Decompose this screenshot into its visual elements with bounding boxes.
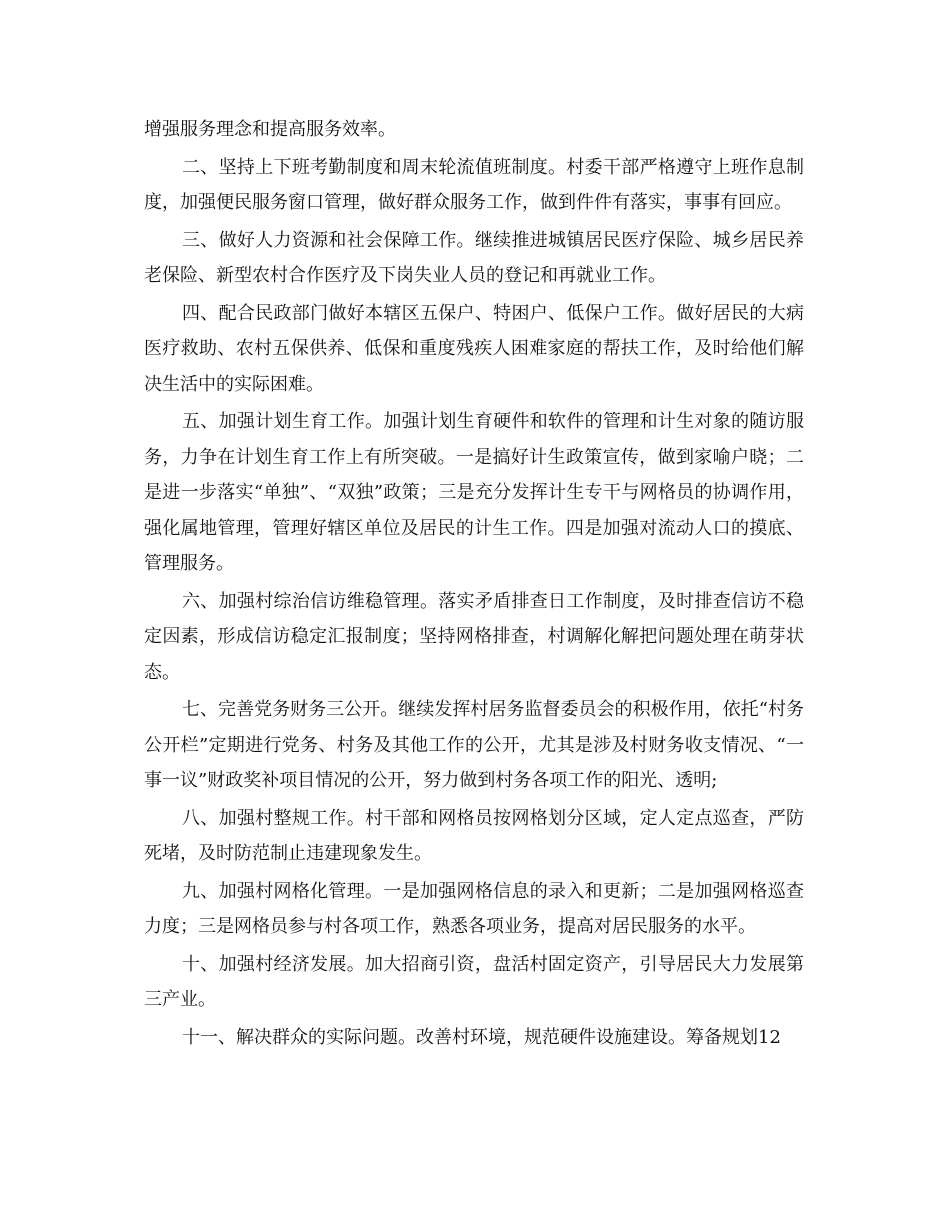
paragraph-item-2: 二、坚持上下班考勤制度和周末轮流值班制度。村委干部严格遵守上班作息制度，加强便民服务窗口管理，做好群众服务工作，做到件件有落实，事事有回应。 — [144, 156, 804, 213]
paragraph-item-4: 四、配合民政部门做好本辖区五保户、特困户、低保户工作。做好居民的大病医疗救助、农村五保供养、低保和重度残疾人困难家庭的帮扶工作，及时给他们解决生活中的实际困难。 — [144, 302, 804, 395]
document-body — [144, 112, 804, 1057]
paragraph-item-10: 十、加强村经济发展。加大招商引资，盘活村固定资产，引导居民大力发展第三产业。 — [144, 953, 804, 1010]
paragraph-continuation: 增强服务理念和提高服务效率。 — [144, 119, 396, 140]
paragraph-item-7: 七、完善党务财务三公开。继续发挥村居务监督委员会的积极作用，依托“村务公开栏”定期进行党务、村务及其他工作的公开，尤其是涉及村财务收支情况、“一事一议”财政奖补项目情况的公开，努力做到村务各项工作的阳光、透明; — [144, 699, 804, 791]
paragraph-item-8: 八、加强村整规工作。村干部和网格员按网格划分区域，定人定点巡查，严防死堵，及时防范制止违建现象发生。 — [144, 807, 804, 864]
paragraph-item-6: 六、加强村综治信访维稳管理。落实矛盾排查日工作制度，及时排查信访不稳定因素，形成信访稳定汇报制度；坚持网格排查，村调解化解把问题处理在萌芽状态。 — [144, 590, 804, 683]
paragraph-item-11: 十一、解决群众的实际问题。改善村环境，规范硬件设施建设。筹备规划12 — [182, 1026, 781, 1048]
paragraph-item-5: 五、加强计划生育工作。加强计划生育硬件和软件的管理和计生对象的随访服务，力争在计划生育工作上有所突破。一是搞好计生政策宣传，做到家喻户晓；二是进一步落实“单独”、“双独”政策；三是充分发挥计生专干与网格员的协调作用，强化属地管理，管理好辖区单位及居民的计生工作。四是加强对流动人口的摸底、管理服务。 — [144, 411, 804, 574]
paragraph-item-9: 九、加强村网格化管理。一是加强网格信息的录入和更新；二是加强网格巡查力度；三是网格员参与村各项工作，熟悉各项业务，提高对居民服务的水平。 — [144, 880, 804, 937]
paragraph-item-3: 三、做好人力资源和社会保障工作。继续推进城镇居民医疗保险、城乡居民养老保险、新型农村合作医疗及下岗失业人员的登记和再就业工作。 — [144, 229, 804, 286]
